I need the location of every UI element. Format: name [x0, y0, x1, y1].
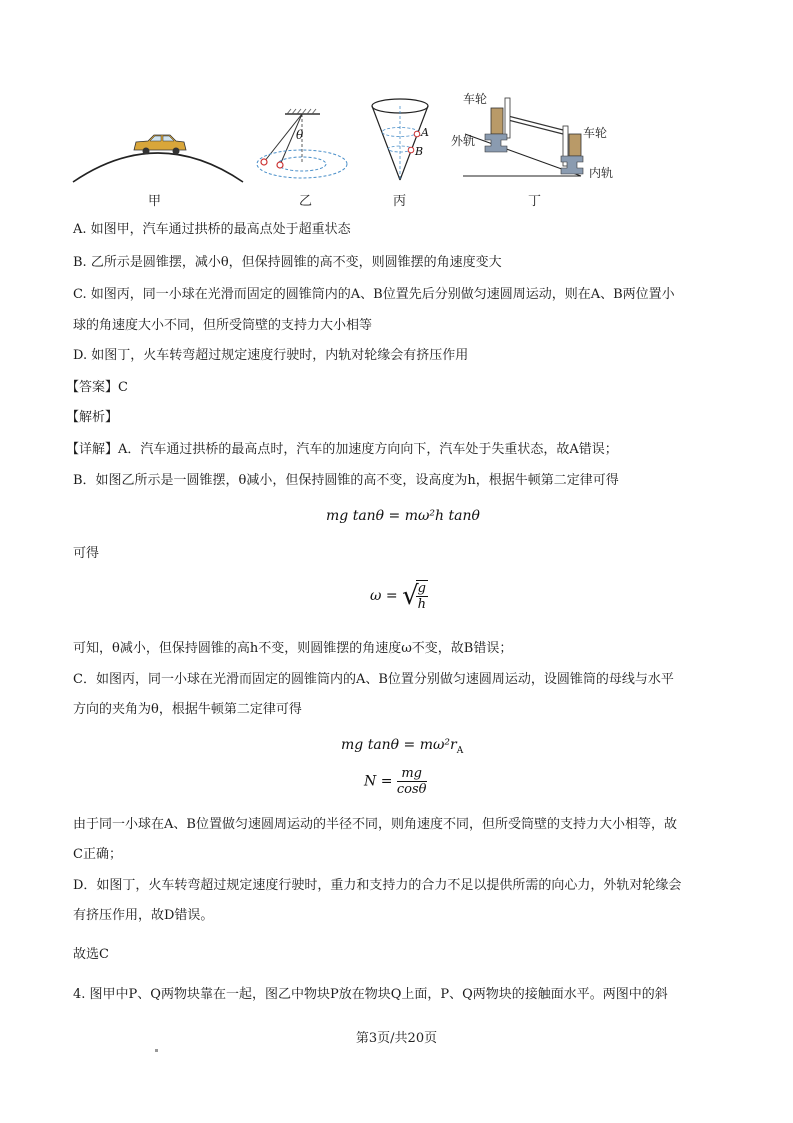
caption-bing: 丙	[393, 194, 407, 209]
figure-yi	[250, 102, 360, 187]
arch-bridge-car-illustration	[70, 122, 245, 187]
equation-4-num: mg	[397, 766, 427, 782]
wheel-label-right: 车轮	[583, 126, 608, 140]
equation-2-num: g	[417, 581, 426, 596]
answer-line	[66, 379, 721, 397]
next-question: 4. 图甲中P、Q两物块靠在一起，图乙中物块P放在物块Q上面，P、Q两物块的接触面水平。两图中的斜	[73, 987, 668, 1002]
figure-ding	[451, 92, 643, 186]
page-footer: 第3页/共20页	[355, 1031, 438, 1046]
detail-p1: 【详解】A．汽车通过拱桥的最高点时，汽车的加速度方向向下，汽车处于失重状态，故A错误；	[66, 442, 618, 457]
figure-bing	[368, 92, 438, 184]
option-c-line1: C. 如图丙，同一小球在光滑而固定的圆锥筒内的A、B位置先后分别做匀速圆周运动，则在A、B两位置小	[73, 287, 675, 302]
option-a: A. 如图甲，汽车通过拱桥的最高点处于超重状态	[73, 222, 351, 237]
figures-row	[70, 92, 650, 212]
caption-jia: 甲	[148, 194, 162, 209]
equation-1: mg tanθ = mω²h tanθ	[326, 508, 480, 524]
caption-ding: 丁	[528, 194, 542, 209]
equation-4-den: cosθ	[396, 782, 427, 797]
equation-3	[341, 737, 463, 756]
equation-2: ω = √ $\frac{g}{h}$	[370, 581, 426, 612]
detail-p4: 可知，θ减小，但保持圆锥的高h不变，则圆锥摆的角速度ω不变，故B错误；	[73, 641, 513, 656]
outer-rail-label: 外轨	[451, 134, 476, 148]
detail-p2: B．如图乙所示是一圆锥摆，θ减小，但保持圆锥的高不变，设高度为h，根据牛顿第二定律可得	[73, 473, 619, 488]
equation-3-sub: A	[456, 745, 464, 756]
option-b: B. 乙所示是圆锥摆，减小θ，但保持圆锥的高不变，则圆锥摆的角速度变大	[73, 255, 502, 270]
option-c-line2: 球的角速度大小不同，但所受筒壁的支持力大小相等	[73, 318, 373, 333]
point-a-label: A	[421, 126, 429, 139]
caption-yi: 乙	[299, 194, 313, 209]
analysis-label: 【解析】	[66, 410, 119, 425]
theta-label: θ	[296, 128, 304, 142]
stray-mark	[155, 1049, 158, 1052]
banked-track-illustration	[463, 94, 643, 186]
detail-p3: 可得	[73, 546, 100, 561]
point-b-label: B	[415, 145, 424, 158]
inner-rail-label: 内轨	[589, 166, 614, 180]
detail-p7: 由于同一小球在A、B位置做匀速圆周运动的半径不同，则角速度不同，但所受筒壁的支持力大小相等，故	[73, 817, 677, 832]
wheel-label-left: 车轮	[463, 92, 488, 106]
equation-4-lhs: N =	[364, 773, 393, 790]
equation-2-lhs: ω =	[370, 588, 398, 604]
equation-3-main: mg tanθ = mω²r	[341, 737, 457, 753]
figure-jia	[70, 122, 245, 187]
detail-p11: 故选C	[73, 947, 109, 962]
detail-p6: 方向的夹角为θ，根据牛顿第二定律可得	[73, 702, 302, 717]
equation-2-den: h	[417, 597, 426, 612]
detail-p9: D．如图丁，火车转弯超过规定速度行驶时，重力和支持力的合力不足以提供所需的向心力，外轨对轮缘会	[73, 878, 682, 893]
conical-pendulum-illustration	[250, 102, 360, 187]
option-d: D. 如图丁，火车转弯超过规定速度行驶时，内轨对轮缘会有挤压作用	[73, 348, 469, 363]
answer-value: C	[118, 380, 128, 395]
answer-label: 【答案】	[66, 380, 119, 395]
detail-p5: C．如图丙，同一小球在光滑而固定的圆锥筒内的A、B位置分别做匀速圆周运动，设圆锥筒的母线与水平	[73, 672, 674, 687]
equation-4	[364, 766, 427, 797]
detail-p8: C正确；	[73, 847, 122, 862]
detail-p10: 有挤压作用，故D错误。	[73, 908, 214, 923]
